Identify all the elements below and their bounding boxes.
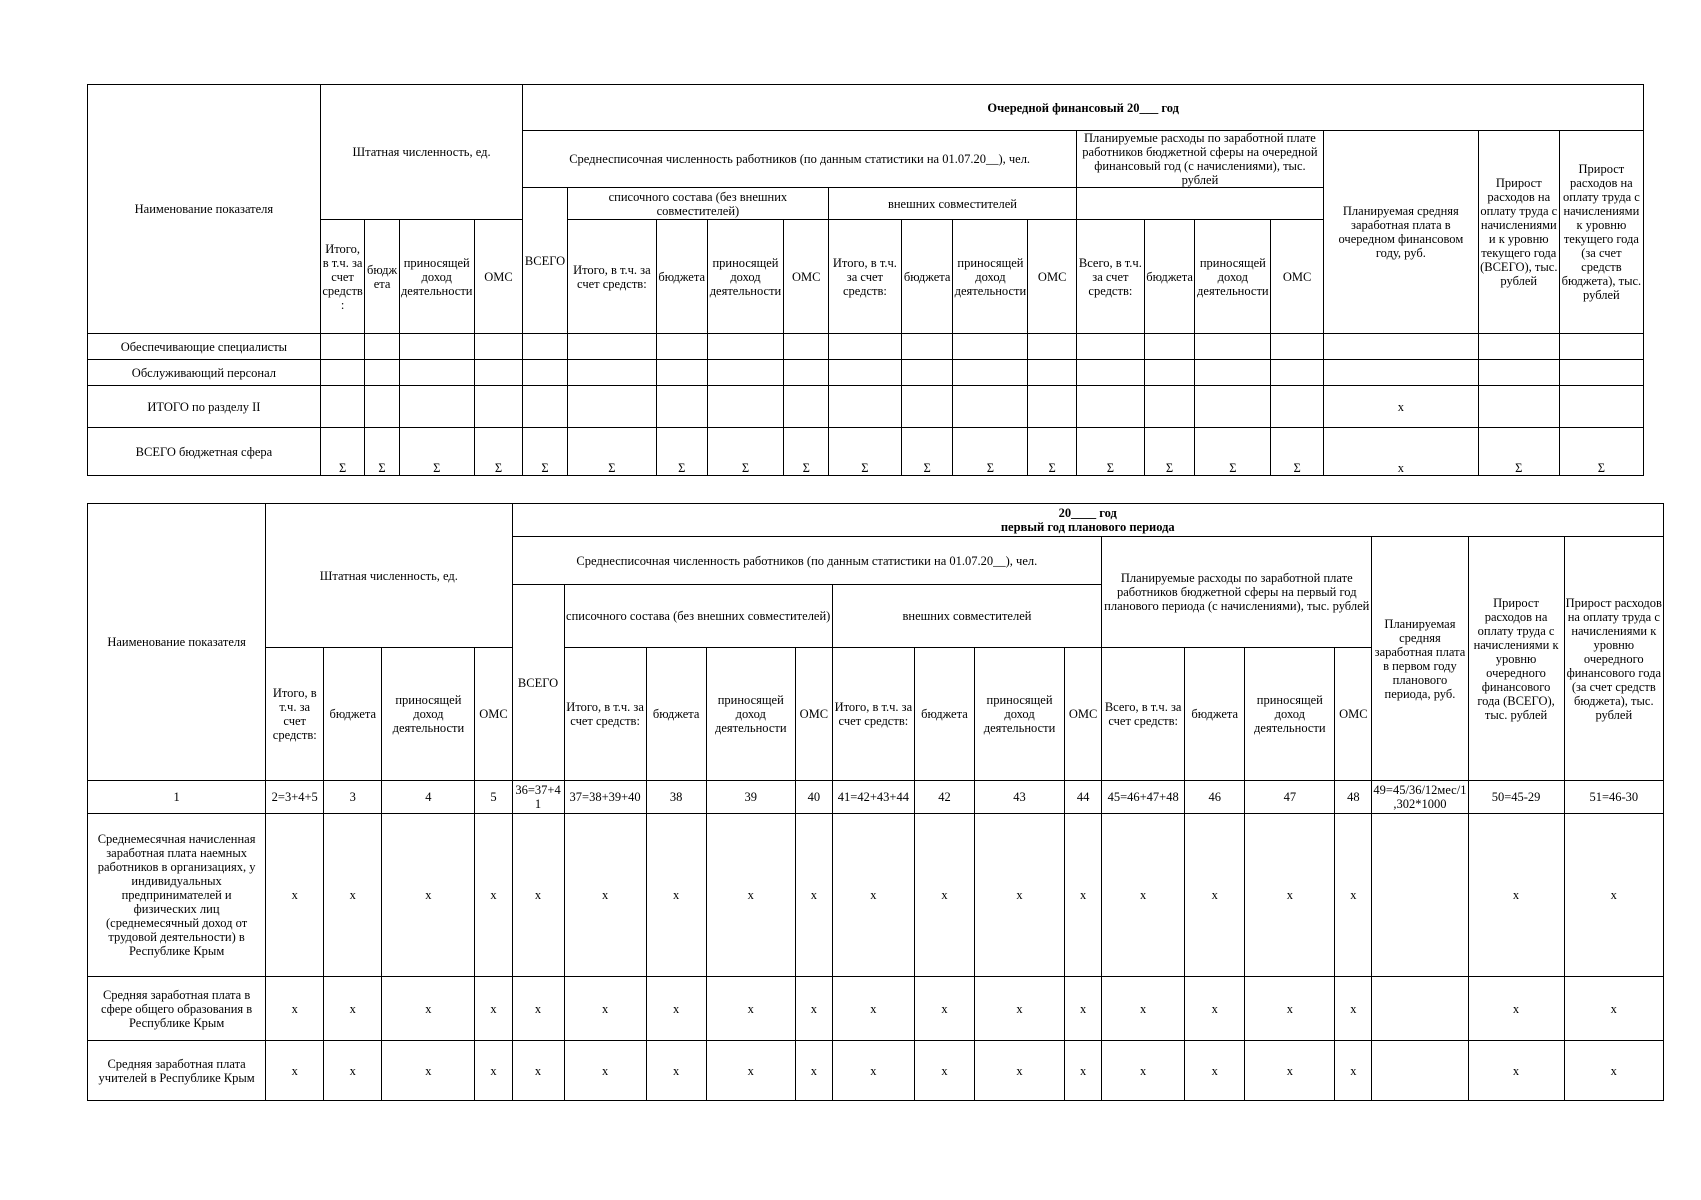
x-cell: х xyxy=(1468,977,1564,1041)
sum-cell: Σ xyxy=(1144,428,1195,476)
ext-oms-header: ОМС xyxy=(1028,220,1077,334)
x-cell: х xyxy=(914,1041,974,1101)
x-cell: х xyxy=(795,1041,832,1101)
x-cell: х xyxy=(266,977,324,1041)
row-label: Обеспечивающие специалисты xyxy=(88,334,321,360)
ext-oms-header: ОМС xyxy=(1065,648,1102,781)
x-cell: х xyxy=(706,814,795,977)
list-budget-header: бюджета xyxy=(646,648,706,781)
row-label: Средняя заработная плата в сфере общего образования в Республике Крым xyxy=(88,977,266,1041)
x-cell: х xyxy=(266,814,324,977)
column-number: 49=45/36/12мес/1,302*1000 xyxy=(1372,781,1468,814)
staff-budget-header: бюджета xyxy=(365,220,399,334)
x-cell: х xyxy=(475,814,512,977)
column-number: 43 xyxy=(974,781,1064,814)
column-number: 45=46+47+48 xyxy=(1102,781,1185,814)
column-number: 46 xyxy=(1185,781,1245,814)
ext-budget-header: бюджета xyxy=(901,220,953,334)
year-header-line1: 20____ год xyxy=(1058,506,1117,520)
staff-oms-header: ОМС xyxy=(474,220,523,334)
list-income-header: приносящей доход деятельности xyxy=(707,220,784,334)
sum-cell: Σ xyxy=(1559,428,1643,476)
exp-total-header: Всего, в т.ч. за счет средств: xyxy=(1076,220,1144,334)
growth-total-header: Прирост расходов на оплату труда с начислениями к уровню очередного финансового года (ВСЕГО), тыс. рублей xyxy=(1468,537,1564,781)
sum-cell: Σ xyxy=(474,428,523,476)
avg-count-header: Среднесписочная численность работников (по данным статистики на 01.07.20__), чел. xyxy=(523,131,1077,188)
x-cell: х xyxy=(706,1041,795,1101)
year-header: Очередной финансовый 20___ год xyxy=(523,85,1644,131)
vsego-header: ВСЕГО xyxy=(523,188,568,334)
x-cell: х xyxy=(475,1041,512,1101)
list-income-header: приносящей доход деятельности xyxy=(706,648,795,781)
exp-budget-header: бюджета xyxy=(1185,648,1245,781)
x-cell: х xyxy=(1185,977,1245,1041)
x-cell: х xyxy=(1335,1041,1372,1101)
first-planning-year-table xyxy=(87,503,1664,1101)
row-label: Среднемесячная начисленная заработная плата наемных работников в организациях, у индивидуальных предпринимателей и физических лиц (среднемесячный доход от трудовой деятельности) в Республике Крым xyxy=(88,814,266,977)
x-cell: х xyxy=(1065,814,1102,977)
ext-total-header: Итого, в т.ч. за счет средств: xyxy=(828,220,901,334)
x-cell: х xyxy=(1468,1041,1564,1101)
x-cell: х xyxy=(646,1041,706,1101)
column-number: 50=45-29 xyxy=(1468,781,1564,814)
sum-cell: Σ xyxy=(523,428,568,476)
x-cell: х xyxy=(1335,977,1372,1041)
sum-cell: Σ xyxy=(828,428,901,476)
x-cell: х xyxy=(564,977,646,1041)
x-cell: х xyxy=(1564,977,1663,1041)
exp-total-header: Всего, в т.ч. за счет средств: xyxy=(1102,648,1185,781)
sum-cell: Σ xyxy=(1076,428,1144,476)
ext-income-header: приносящей доход деятельности xyxy=(953,220,1028,334)
x-cell: х xyxy=(832,1041,914,1101)
x-cell: х xyxy=(1245,814,1335,977)
x-cell: х xyxy=(1102,814,1185,977)
growth-budget-header: Прирост расходов на оплату труда с начислениями к уровню текущего года (за счет средств бюджета), тыс. рублей xyxy=(1559,131,1643,334)
x-cell: х xyxy=(646,977,706,1041)
x-cell: х xyxy=(1245,1041,1335,1101)
exp-budget-header: бюджета xyxy=(1144,220,1195,334)
ext-total-header: Итого, в т.ч. за счет средств: xyxy=(832,648,914,781)
year-header-line2: первый год планового периода xyxy=(1000,520,1175,534)
current-year-table xyxy=(87,84,1644,476)
avg-count-header: Среднесписочная численность работников (по данным статистики на 01.07.20__), чел. xyxy=(512,537,1102,585)
column-number: 5 xyxy=(475,781,512,814)
sum-cell: Σ xyxy=(399,428,474,476)
staff-income-header: приносящей доход деятельности xyxy=(399,220,474,334)
exp-income-header: приносящей доход деятельности xyxy=(1245,648,1335,781)
list-total-header: Итого, в т.ч. за счет средств: xyxy=(567,220,656,334)
name-header: Наименование показателя xyxy=(88,85,321,334)
table-row xyxy=(88,1041,1664,1101)
ext-income-header: приносящей доход деятельности xyxy=(974,648,1064,781)
staff-total-header: Итого, в т.ч. за счет средств: xyxy=(320,220,365,334)
salary-cell: х xyxy=(1323,386,1478,428)
external-staff-header: внешних совместителей xyxy=(832,585,1101,648)
sum-cell: Σ xyxy=(707,428,784,476)
x-cell: х xyxy=(564,814,646,977)
external-staff-header: внешних совместителей xyxy=(828,188,1076,220)
staff-header: Штатная численность, ед. xyxy=(266,504,512,648)
salary-cell xyxy=(1323,334,1478,360)
column-number: 44 xyxy=(1065,781,1102,814)
vsego-header: ВСЕГО xyxy=(512,585,564,781)
row-label: ВСЕГО бюджетная сфера xyxy=(88,428,321,476)
x-cell: х xyxy=(1102,1041,1185,1101)
salary-cell xyxy=(1323,360,1478,386)
staff-budget-header: бюджета xyxy=(324,648,382,781)
x-cell: х xyxy=(324,977,382,1041)
column-number: 2=3+4+5 xyxy=(266,781,324,814)
sum-cell: Σ xyxy=(656,428,707,476)
x-cell: х xyxy=(324,814,382,977)
numbering-row xyxy=(88,781,1664,814)
table-row xyxy=(88,360,1644,386)
list-budget-header: бюджета xyxy=(656,220,707,334)
column-number: 37=38+39+40 xyxy=(564,781,646,814)
x-cell: х xyxy=(832,814,914,977)
x-cell: х xyxy=(795,814,832,977)
sum-cell: Σ xyxy=(567,428,656,476)
list-oms-header: ОМС xyxy=(795,648,832,781)
x-cell: х xyxy=(382,977,475,1041)
exp-oms-header: ОМС xyxy=(1271,220,1324,334)
x-cell: х xyxy=(974,1041,1064,1101)
sum-cell: Σ xyxy=(784,428,829,476)
x-cell: х xyxy=(324,1041,382,1101)
avg-salary-header: Планируемая средняя заработная плата в очередном финансовом году, руб. xyxy=(1323,131,1478,334)
x-cell: х xyxy=(646,814,706,977)
list-oms-header: ОМС xyxy=(784,220,829,334)
x-cell: х xyxy=(1468,814,1564,977)
avg-salary-header: Планируемая средняя заработная плата в первом году планового периода, руб. xyxy=(1372,537,1468,781)
x-cell: х xyxy=(1245,977,1335,1041)
x-cell: х xyxy=(1185,814,1245,977)
expenses-header-continued xyxy=(1076,188,1323,220)
name-header: Наименование показателя xyxy=(88,504,266,781)
column-number: 4 xyxy=(382,781,475,814)
table-row xyxy=(88,386,1644,428)
x-cell: х xyxy=(1335,814,1372,977)
x-cell: х xyxy=(832,977,914,1041)
x-cell: х xyxy=(1564,814,1663,977)
column-number: 36=37+41 xyxy=(512,781,564,814)
column-number: 51=46-30 xyxy=(1564,781,1663,814)
x-cell: х xyxy=(795,977,832,1041)
row-label: Средняя заработная плата учителей в Республике Крым xyxy=(88,1041,266,1101)
list-staff-header: списочного состава (без внешних совместителей) xyxy=(564,585,832,648)
x-cell: х xyxy=(564,1041,646,1101)
sum-cell: Σ xyxy=(953,428,1028,476)
x-cell: х xyxy=(1102,977,1185,1041)
x-cell: х xyxy=(974,977,1064,1041)
growth-budget-header: Прирост расходов на оплату труда с начислениями к уровню очередного финансового года (за счет средств бюджета), тыс. рублей xyxy=(1564,537,1663,781)
column-number: 38 xyxy=(646,781,706,814)
x-cell: х xyxy=(1185,1041,1245,1101)
sum-cell: Σ xyxy=(1028,428,1077,476)
table-row xyxy=(88,334,1644,360)
column-number: 47 xyxy=(1245,781,1335,814)
x-cell: х xyxy=(382,1041,475,1101)
x-cell: х xyxy=(475,977,512,1041)
column-number: 3 xyxy=(324,781,382,814)
sum-cell: Σ xyxy=(320,428,365,476)
table-row xyxy=(88,428,1644,476)
exp-income-header: приносящей доход деятельности xyxy=(1195,220,1271,334)
x-cell: х xyxy=(974,814,1064,977)
sum-cell: Σ xyxy=(1478,428,1559,476)
staff-income-header: приносящей доход деятельности xyxy=(382,648,475,781)
x-cell: х xyxy=(512,814,564,977)
x-cell: х xyxy=(706,977,795,1041)
growth-total-header: Прирост расходов на оплату труда с начислениями и к уровню текущего года (ВСЕГО), тыс. рублей xyxy=(1478,131,1559,334)
sum-cell: Σ xyxy=(1195,428,1271,476)
sum-cell: Σ xyxy=(901,428,953,476)
x-cell: х xyxy=(512,1041,564,1101)
staff-header: Штатная численность, ед. xyxy=(320,85,522,220)
x-cell: х xyxy=(1564,1041,1663,1101)
list-staff-header: списочного состава (без внешних совместителей) xyxy=(567,188,828,220)
column-number: 39 xyxy=(706,781,795,814)
ext-budget-header: бюджета xyxy=(914,648,974,781)
column-number: 42 xyxy=(914,781,974,814)
staff-oms-header: ОМС xyxy=(475,648,512,781)
x-cell: х xyxy=(512,977,564,1041)
sum-cell: Σ xyxy=(365,428,399,476)
x-cell: х xyxy=(382,814,475,977)
table-row xyxy=(88,814,1664,977)
row-label: ИТОГО по разделу II xyxy=(88,386,321,428)
column-number: 41=42+43+44 xyxy=(832,781,914,814)
expenses-header: Планируемые расходы по заработной плате работников бюджетной сферы на очередной финансовый год (с начислениями), тыс. рублей xyxy=(1076,131,1323,188)
sum-cell: Σ xyxy=(1271,428,1324,476)
x-cell: х xyxy=(1065,1041,1102,1101)
column-number: 1 xyxy=(88,781,266,814)
x-cell: х xyxy=(914,814,974,977)
column-number: 40 xyxy=(795,781,832,814)
list-total-header: Итого, в т.ч. за счет средств: xyxy=(564,648,646,781)
expenses-header: Планируемые расходы по заработной плате работников бюджетной сферы на первый год планового периода (с начислениями), тыс. рублей xyxy=(1102,537,1372,648)
x-cell: х xyxy=(1065,977,1102,1041)
x-cell: х xyxy=(266,1041,324,1101)
x-cell: х xyxy=(914,977,974,1041)
table-row xyxy=(88,977,1664,1041)
year-header xyxy=(512,504,1664,537)
column-number: 48 xyxy=(1335,781,1372,814)
staff-total-header: Итого, в т.ч. за счет средств: xyxy=(266,648,324,781)
row-label: Обслуживающий персонал xyxy=(88,360,321,386)
exp-oms-header: ОМС xyxy=(1335,648,1372,781)
salary-cell: х xyxy=(1323,428,1478,476)
